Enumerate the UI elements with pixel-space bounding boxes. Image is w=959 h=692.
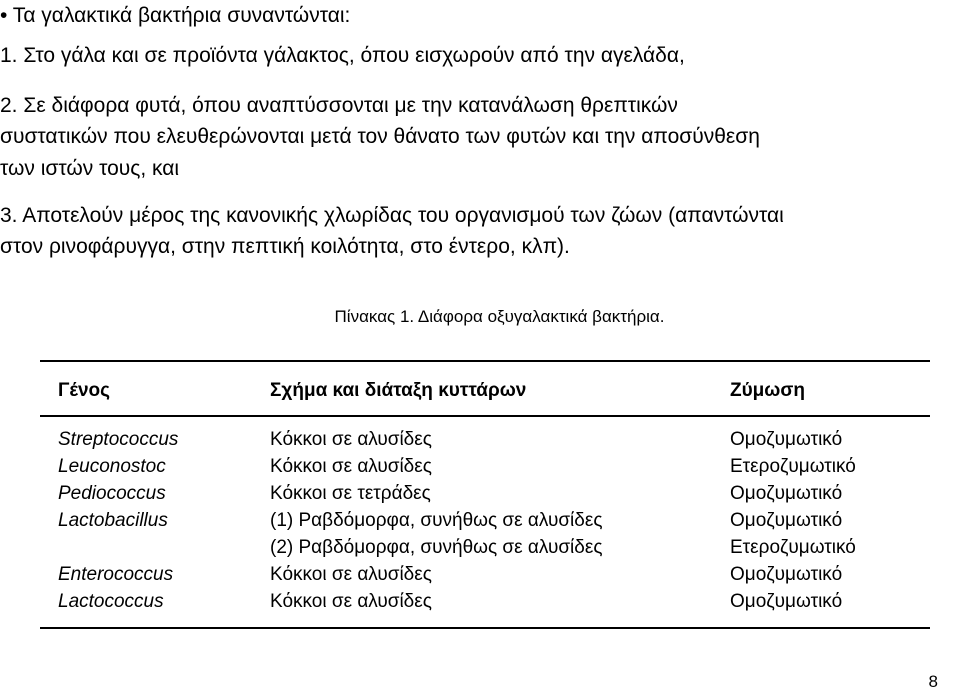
table-bottom-rule	[40, 627, 930, 629]
row-1-fermentation: Ομοζυμωτικό	[730, 429, 843, 450]
row-7-shape: Κόκκοι σε αλυσίδες	[270, 591, 432, 612]
row-6-fermentation: Ομοζυμωτικό	[730, 564, 843, 585]
row-3-genus: Pediococcus	[58, 483, 166, 504]
page-number: 8	[928, 672, 938, 691]
intro-item-2-line-1: 2. Σε διάφορα φυτά, όπου αναπτύσσονται με την κατανάλωση θρεπτικών	[0, 94, 678, 117]
row-2-fermentation: Ετεροζυμωτικό	[730, 456, 856, 477]
table-header-rule	[40, 415, 930, 417]
row-4-fermentation: Ομοζυμωτικό	[730, 510, 843, 531]
intro-item-2-line-3: των ιστών τους, και	[0, 157, 180, 180]
row-4-shape: (1) Ραβδόμορφα, συνήθως σε αλυσίδες	[270, 510, 603, 531]
table-top-rule	[40, 360, 930, 362]
row-3-shape: Κόκκοι σε τετράδες	[270, 483, 431, 504]
row-5-shape: (2) Ραβδόμορφα, συνήθως σε αλυσίδες	[270, 537, 603, 558]
row-3-fermentation: Ομοζυμωτικό	[730, 483, 843, 504]
row-1-shape: Κόκκοι σε αλυσίδες	[270, 429, 432, 450]
table-caption: Πίνακας 1. Διάφορα οξυγαλακτικά βακτήρια.	[334, 307, 665, 326]
row-6-genus: Enterococcus	[58, 564, 174, 585]
intro-item-1: 1. Στο γάλα και σε προϊόντα γάλακτος, όπου εισχωρούν από την αγελάδα,	[0, 44, 685, 67]
intro-bullet-line: • Τα γαλακτικά βακτήρια συναντώνται:	[0, 4, 351, 27]
header-genus: Γένος	[58, 380, 111, 401]
row-7-genus: Lactococcus	[58, 591, 164, 612]
row-5-fermentation: Ετεροζυμωτικό	[730, 537, 856, 558]
intro-item-3-line-2: στον ρινοφάρυγγα, στην πεπτική κοιλότητα, στο έντερο, κλπ).	[0, 235, 570, 258]
header-shape: Σχήμα και διάταξη κυττάρων	[270, 380, 527, 401]
row-2-shape: Κόκκοι σε αλυσίδες	[270, 456, 432, 477]
intro-item-2-line-2: συστατικών που ελευθερώνονται μετά τον θάνατο των φυτών και την αποσύνθεση	[0, 125, 760, 148]
header-fermentation: Ζύμωση	[730, 380, 805, 401]
row-4-genus: Lactobacillus	[58, 510, 168, 531]
row-1-genus: Streptococcus	[58, 429, 179, 450]
row-6-shape: Κόκκοι σε αλυσίδες	[270, 564, 432, 585]
row-7-fermentation: Ομοζυμωτικό	[730, 591, 843, 612]
intro-item-3-line-1: 3. Αποτελούν μέρος της κανονικής χλωρίδας του οργανισμού των ζώων (απαντώνται	[0, 204, 784, 227]
row-2-genus: Leuconostoc	[58, 456, 166, 477]
